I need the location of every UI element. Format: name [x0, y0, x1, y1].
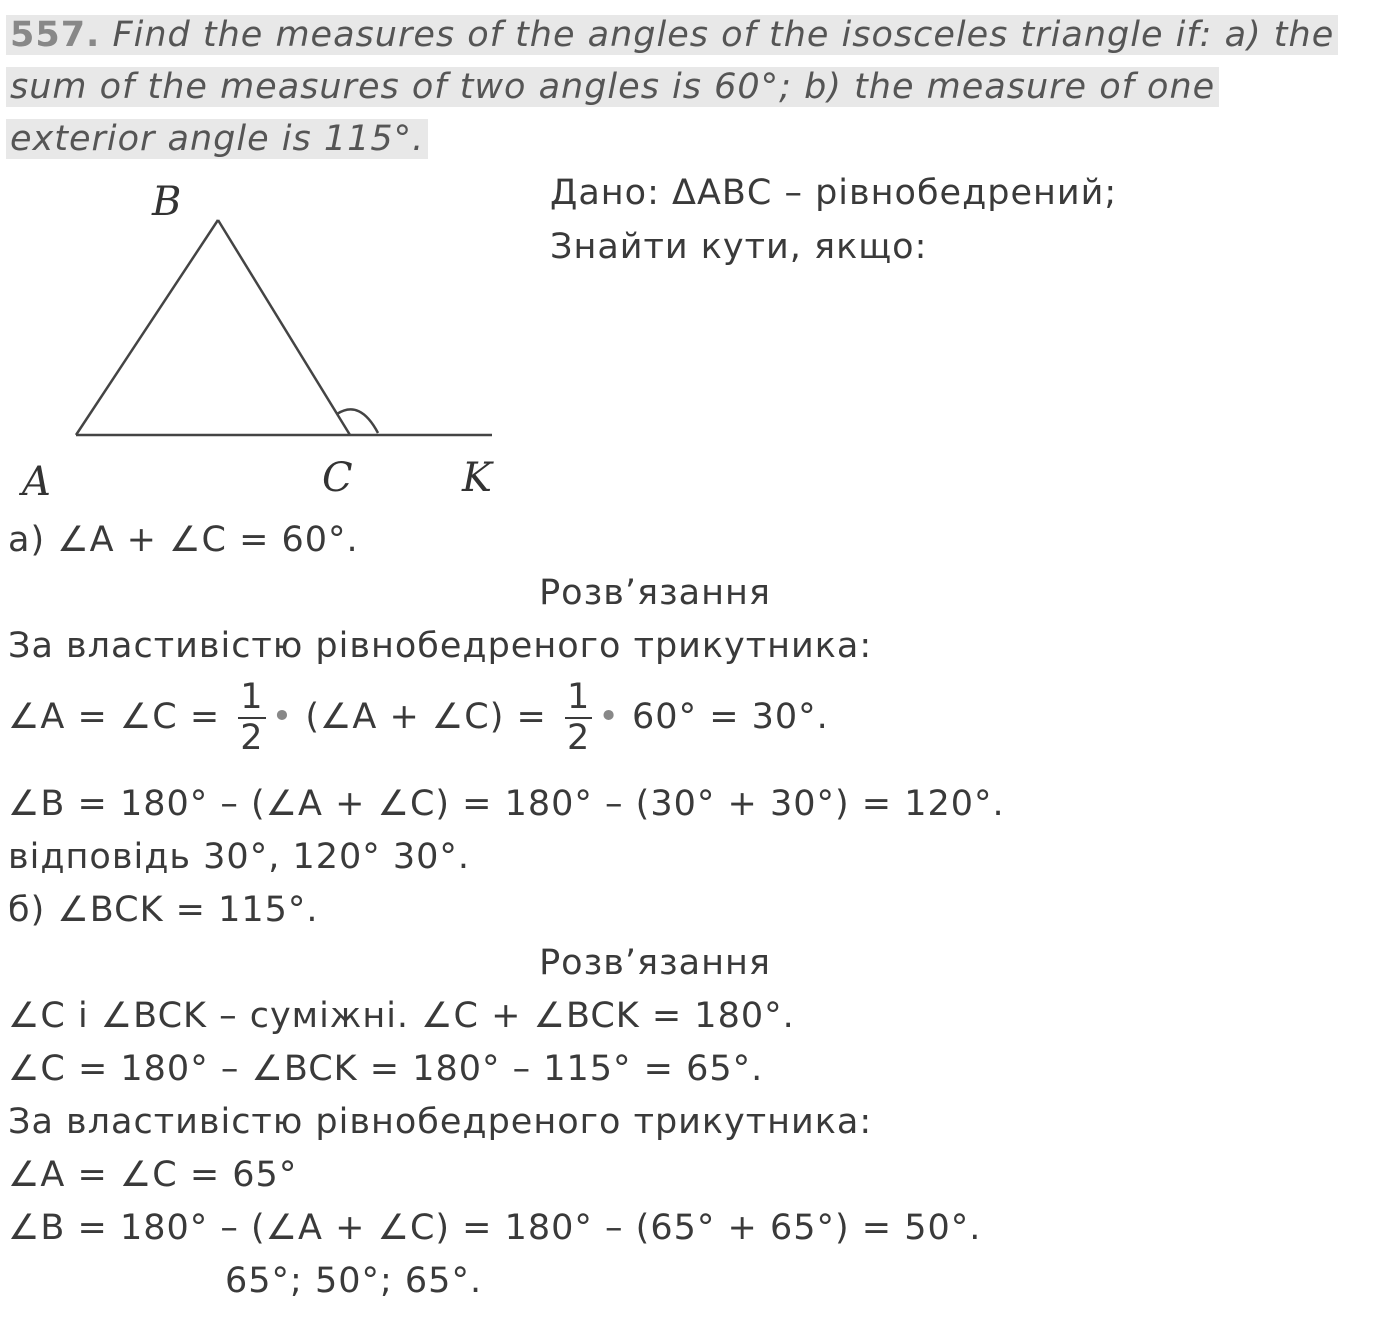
problem-statement — [6, 10, 1376, 166]
fraction-one-half-1: $\frac{1}{2}$ — [240, 677, 264, 758]
part-a-equation-2: ∠B = 180° – (∠A + ∠C) = 180° – (30° + 30°) = 120°. — [8, 784, 1005, 824]
problem-line-1: Find the measures of the angles of the isosceles triangle if: a) the — [112, 15, 1335, 55]
part-b-line-4: ∠B = 180° – (∠A + ∠C) = 180° – (65° + 65°) = 50°. — [8, 1208, 982, 1248]
side-bc — [218, 220, 350, 435]
triangle-drawing — [10, 175, 510, 505]
part-b-line-2: ∠C = 180° – ∠BCK = 180° – 115° = 65°. — [8, 1049, 764, 1089]
part-a-heading: Розв’язання — [539, 573, 771, 613]
given-line-1: Дано: ΔАВС – рівнобедрений; — [550, 173, 1118, 213]
part-a-property: За властивістю рівнобедреного трикутника: — [8, 626, 873, 666]
triangle-figure — [10, 175, 510, 505]
vertex-label-b: B — [152, 179, 182, 225]
point-label-k: K — [462, 455, 492, 501]
problem-line-2: sum of the measures of two angles is 60°; b) the measure of one — [6, 67, 1219, 107]
part-b-property: За властивістю рівнобедреного трикутника: — [8, 1102, 873, 1142]
eq1-mid: (∠A + ∠C) = — [293, 697, 559, 737]
problem-number: 557. — [10, 15, 101, 55]
given-line-2: Знайти кути, якщо: — [550, 227, 928, 267]
given-block — [550, 166, 1117, 274]
part-b-line-1: ∠C і ∠BCK – суміжні. ∠C + ∠BCK = 180°. — [8, 996, 795, 1036]
exterior-angle-arc — [337, 409, 378, 433]
part-b-condition: б) ∠BCK = 115°. — [8, 890, 319, 930]
fraction-one-half-2: $\frac{1}{2}$ — [566, 677, 591, 758]
part-a-equation-1: ∠A = ∠C = $\frac{1}{2}$ • (∠A + ∠C) = $\frac{1}{2}$ • 60° = 30°. — [8, 677, 829, 758]
part-a-answer: відповідь 30°, 120° 30°. — [8, 837, 471, 877]
eq1-left: ∠A = ∠C = — [8, 697, 233, 737]
vertex-label-a: A — [22, 459, 51, 505]
part-b-heading: Розв’язання — [539, 943, 771, 983]
side-ab — [76, 220, 218, 435]
part-b-answer: 65°; 50°; 65°. — [225, 1261, 483, 1301]
eq1-right: 60° = 30°. — [619, 697, 829, 737]
part-b-line-3: ∠A = ∠C = 65° — [8, 1155, 298, 1195]
part-a-condition: а) ∠A + ∠C = 60°. — [8, 520, 359, 560]
vertex-label-c: C — [322, 455, 353, 501]
problem-line-3: exterior angle is 115°. — [6, 119, 428, 159]
